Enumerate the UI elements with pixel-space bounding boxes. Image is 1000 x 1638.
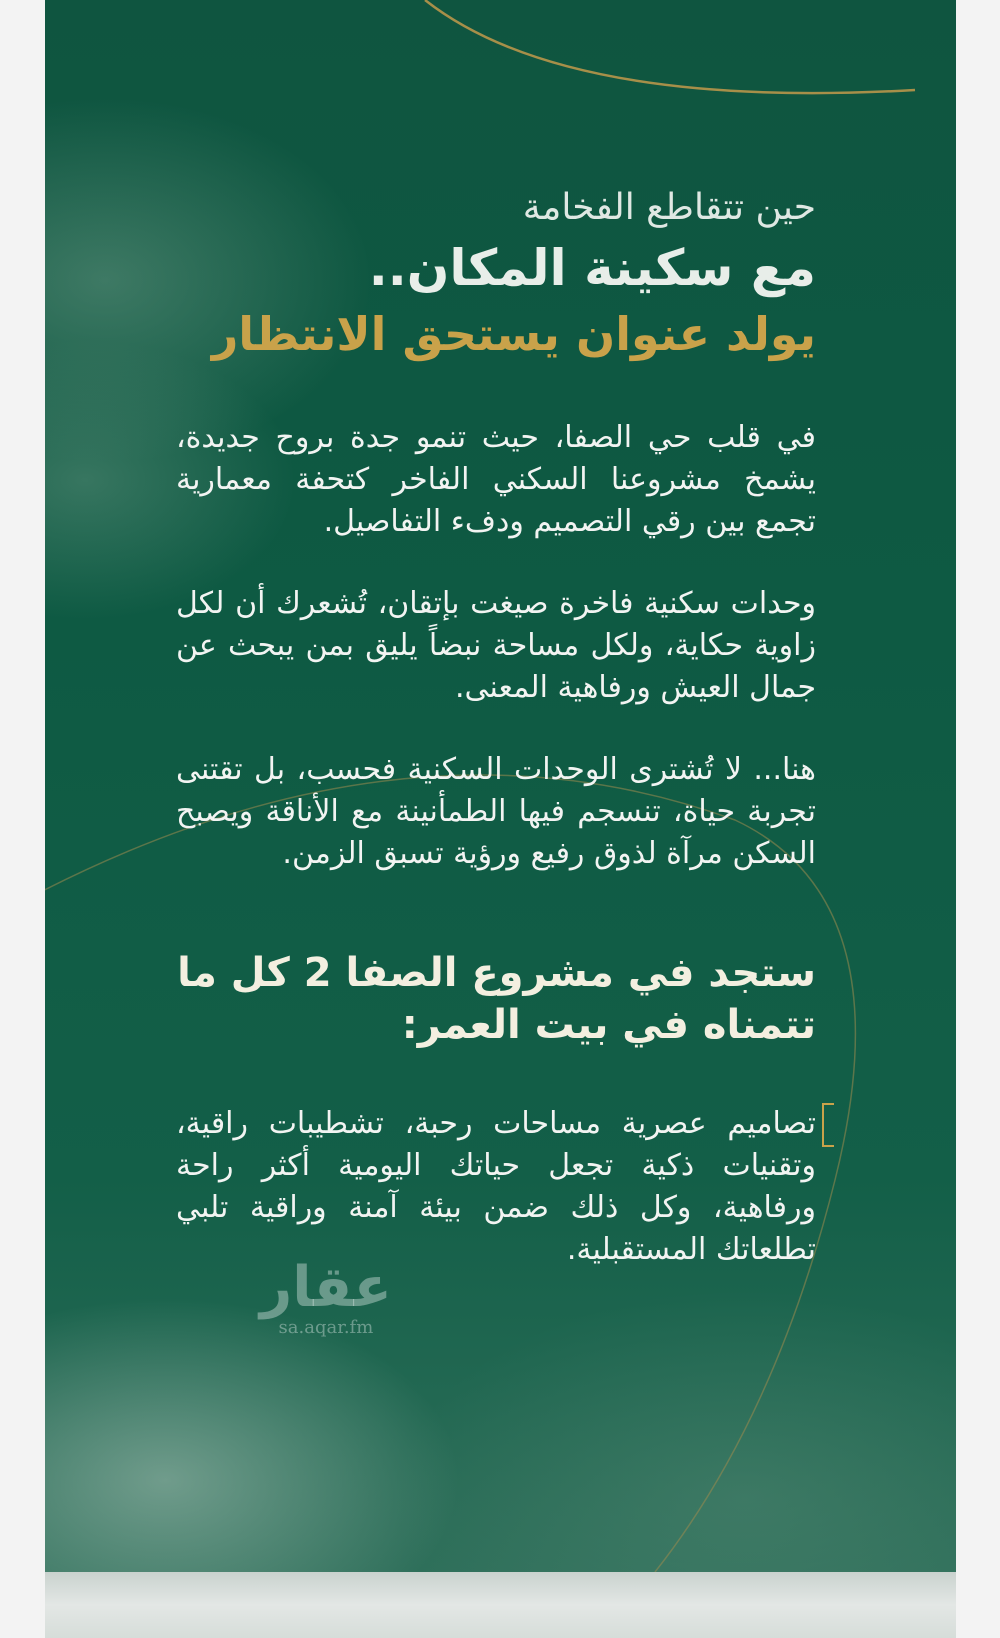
heading-pre: حين تتقاطع الفخامة <box>522 187 816 228</box>
subheading-features: ستجد في مشروع الصفا 2 كل ما تتمناه في بيت العمر: <box>177 949 816 1048</box>
watermark-url: sa.aqar.fm <box>278 1317 374 1338</box>
watermark-logo: عقار <box>260 1255 392 1320</box>
heading-main: مع سكينة المكان.. <box>368 238 816 297</box>
features-text: تصاميم عصرية مساحات رحبة، تشطيبات راقية، وتقنيات ذكية تجعل حياتك اليومية أكثر راحة ورفاهية، وكل ذلك ضمن بيئة آمنة وراقية تلبي تطلعاتك المستقبلية. <box>176 1105 816 1267</box>
paragraph-experience: هنا... لا تُشترى الوحدات السكنية فحسب، بل تقتنى تجربة حياة، تنسجم فيها الطمأنينة مع الأناقة ويصبح السكن مرآة لذوق رفيع ورؤية تسبق الزمن. <box>176 751 816 871</box>
paragraph-features <box>176 1103 816 1271</box>
gold-bracket-icon <box>822 1103 834 1147</box>
heading-gold: يولد عنوان يستحق الانتظار <box>211 306 816 361</box>
next-image-strip <box>45 1572 956 1638</box>
paragraph-location: في قلب حي الصفا، حيث تنمو جدة بروح جديدة، يشمخ مشروعنا السكني الفاخر كتحفة معمارية تجمع بين رقي التصميم ودفء التفاصيل. <box>176 419 816 539</box>
paragraph-units: وحدات سكنية فاخرة صيغت بإتقان، تُشعرك أن لكل زاوية حكاية، ولكل مساحة نبضاً يليق بمن يبحث عن جمال العيش ورفاهية المعنى. <box>176 585 816 705</box>
poster-panel <box>45 0 956 1572</box>
poster-content <box>176 185 816 1271</box>
